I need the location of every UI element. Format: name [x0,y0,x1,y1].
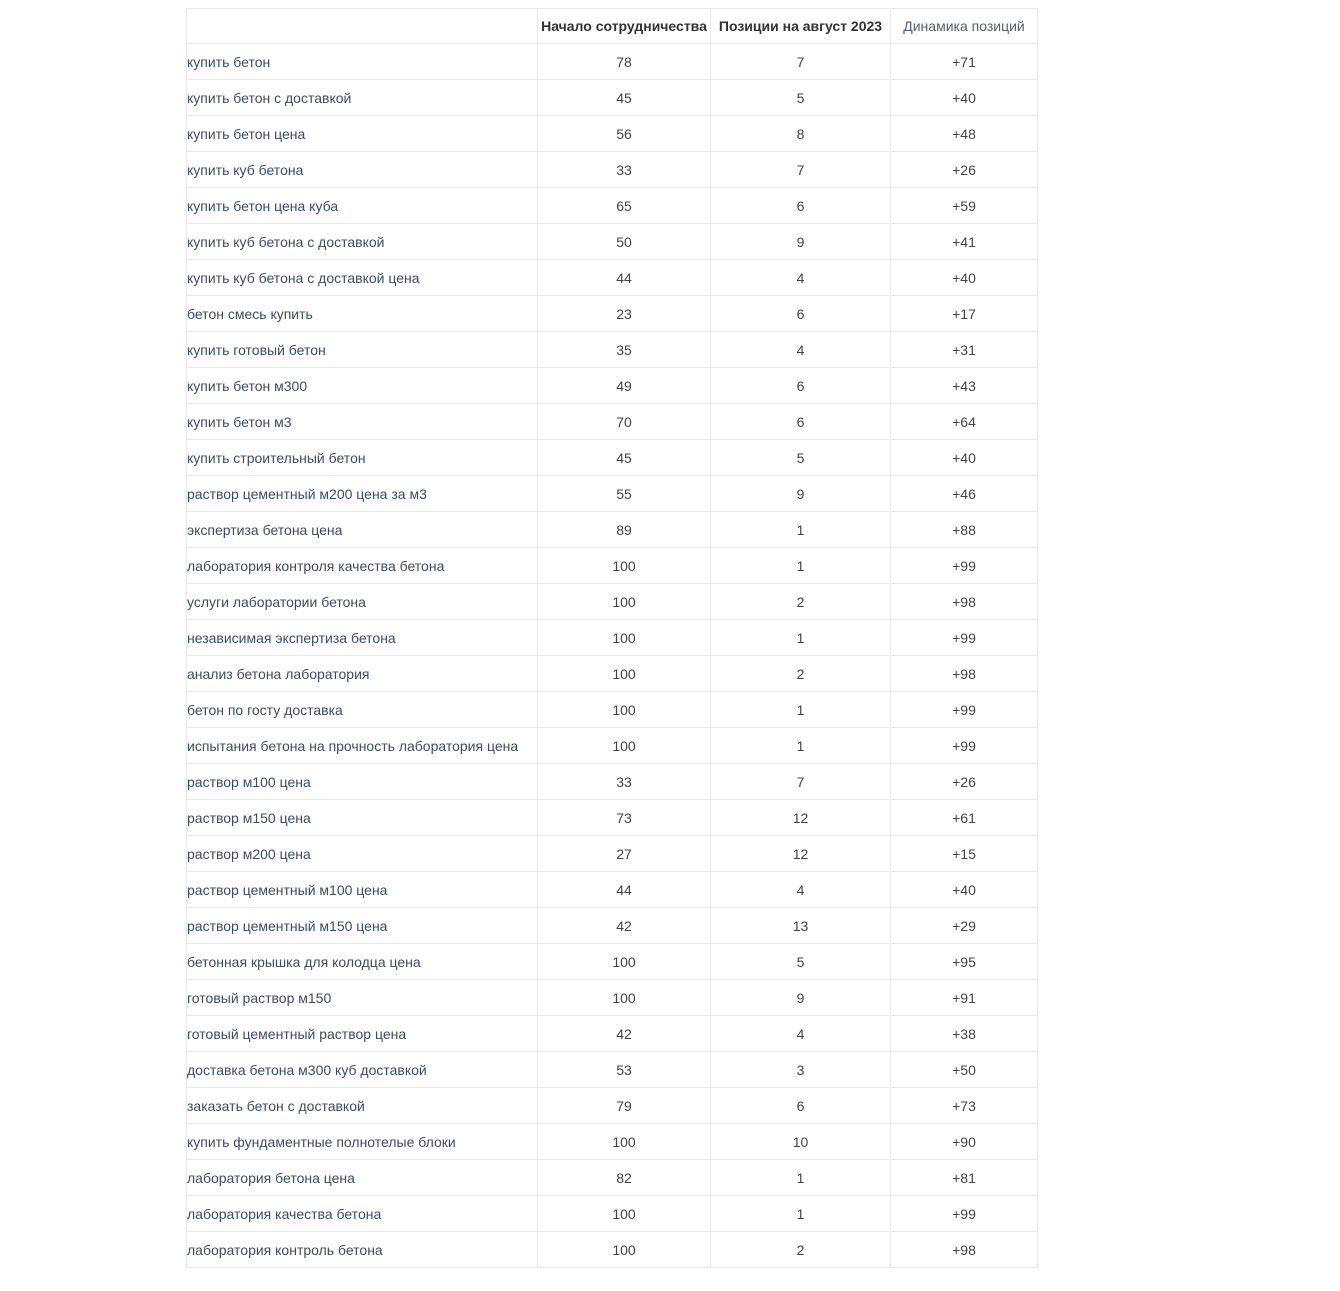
dynamics-cell: +98 [891,1232,1038,1268]
keyword-cell: доставка бетона м300 куб доставкой [187,1052,538,1088]
dynamics-cell: +29 [891,908,1038,944]
keyword-cell: лаборатория контроль бетона [187,1232,538,1268]
keyword-cell: купить куб бетона с доставкой цена [187,260,538,296]
column-header-position-dynamics: Динамика позиций [891,9,1038,44]
august-2023-cell: 1 [711,1160,891,1196]
table-row [187,1124,1038,1160]
august-2023-cell: 6 [711,404,891,440]
dynamics-cell: +26 [891,152,1038,188]
table-row [187,512,1038,548]
table-row [187,1160,1038,1196]
table-row [187,944,1038,980]
august-2023-cell: 10 [711,1124,891,1160]
august-2023-cell: 8 [711,116,891,152]
dynamics-cell: +43 [891,368,1038,404]
dynamics-cell: +98 [891,656,1038,692]
start-cooperation-cell: 45 [538,80,711,116]
dynamics-cell: +41 [891,224,1038,260]
keyword-cell: купить куб бетона с доставкой [187,224,538,260]
start-cooperation-cell: 44 [538,872,711,908]
start-cooperation-cell: 89 [538,512,711,548]
august-2023-cell: 2 [711,1232,891,1268]
keyword-cell: бетон смесь купить [187,296,538,332]
table-row [187,764,1038,800]
start-cooperation-cell: 70 [538,404,711,440]
august-2023-cell: 1 [711,728,891,764]
table-row [187,260,1038,296]
start-cooperation-cell: 55 [538,476,711,512]
start-cooperation-cell: 33 [538,764,711,800]
dynamics-cell: +48 [891,116,1038,152]
august-2023-cell: 4 [711,1016,891,1052]
keyword-cell: купить готовый бетон [187,332,538,368]
august-2023-cell: 1 [711,620,891,656]
keyword-cell: лаборатория качества бетона [187,1196,538,1232]
keyword-cell: раствор цементный м100 цена [187,872,538,908]
dynamics-cell: +81 [891,1160,1038,1196]
august-2023-cell: 13 [711,908,891,944]
dynamics-cell: +40 [891,80,1038,116]
keyword-cell: купить строительный бетон [187,440,538,476]
august-2023-cell: 2 [711,584,891,620]
dynamics-cell: +73 [891,1088,1038,1124]
start-cooperation-cell: 50 [538,224,711,260]
start-cooperation-cell: 100 [538,656,711,692]
keyword-cell: купить бетон [187,44,538,80]
column-header-keyword [187,9,538,44]
august-2023-cell: 9 [711,476,891,512]
start-cooperation-cell: 35 [538,332,711,368]
start-cooperation-cell: 23 [538,296,711,332]
table-row [187,836,1038,872]
dynamics-cell: +99 [891,692,1038,728]
dynamics-cell: +31 [891,332,1038,368]
keyword-cell: заказать бетон с доставкой [187,1088,538,1124]
keyword-cell: раствор цементный м150 цена [187,908,538,944]
august-2023-cell: 12 [711,800,891,836]
start-cooperation-cell: 82 [538,1160,711,1196]
august-2023-cell: 12 [711,836,891,872]
table-row [187,80,1038,116]
august-2023-cell: 1 [711,548,891,584]
start-cooperation-cell: 78 [538,44,711,80]
table-row [187,908,1038,944]
start-cooperation-cell: 100 [538,1196,711,1232]
start-cooperation-cell: 56 [538,116,711,152]
table-body [187,44,1038,1268]
dynamics-cell: +50 [891,1052,1038,1088]
august-2023-cell: 6 [711,296,891,332]
column-header-start-cooperation: Начало сотрудничества [538,9,711,44]
table-row [187,44,1038,80]
dynamics-cell: +59 [891,188,1038,224]
keyword-cell: бетон по госту доставка [187,692,538,728]
august-2023-cell: 5 [711,944,891,980]
august-2023-cell: 4 [711,332,891,368]
august-2023-cell: 2 [711,656,891,692]
start-cooperation-cell: 65 [538,188,711,224]
table-row [187,1052,1038,1088]
table-row [187,332,1038,368]
august-2023-cell: 9 [711,980,891,1016]
dynamics-cell: +38 [891,1016,1038,1052]
table-row [187,440,1038,476]
table-row [187,728,1038,764]
keyword-cell: услуги лаборатории бетона [187,584,538,620]
august-2023-cell: 7 [711,44,891,80]
keyword-cell: купить бетон м3 [187,404,538,440]
dynamics-cell: +61 [891,800,1038,836]
table-row [187,296,1038,332]
start-cooperation-cell: 100 [538,620,711,656]
dynamics-cell: +46 [891,476,1038,512]
keyword-cell: испытания бетона на прочность лаборатория цена [187,728,538,764]
august-2023-cell: 6 [711,1088,891,1124]
dynamics-cell: +95 [891,944,1038,980]
start-cooperation-cell: 100 [538,1232,711,1268]
start-cooperation-cell: 100 [538,944,711,980]
table-row [187,980,1038,1016]
august-2023-cell: 7 [711,764,891,800]
keyword-cell: купить бетон цена куба [187,188,538,224]
keyword-cell: лаборатория контроля качества бетона [187,548,538,584]
table-row [187,620,1038,656]
august-2023-cell: 1 [711,692,891,728]
august-2023-cell: 1 [711,1196,891,1232]
august-2023-cell: 9 [711,224,891,260]
start-cooperation-cell: 100 [538,980,711,1016]
dynamics-cell: +99 [891,548,1038,584]
start-cooperation-cell: 42 [538,908,711,944]
start-cooperation-cell: 100 [538,584,711,620]
august-2023-cell: 1 [711,512,891,548]
table-row [187,656,1038,692]
seo-positions-table-container [186,8,1037,1268]
dynamics-cell: +99 [891,620,1038,656]
dynamics-cell: +17 [891,296,1038,332]
keyword-cell: раствор м100 цена [187,764,538,800]
dynamics-cell: +64 [891,404,1038,440]
dynamics-cell: +99 [891,728,1038,764]
start-cooperation-cell: 53 [538,1052,711,1088]
keyword-cell: раствор м150 цена [187,800,538,836]
dynamics-cell: +71 [891,44,1038,80]
keyword-cell: лаборатория бетона цена [187,1160,538,1196]
dynamics-cell: +40 [891,440,1038,476]
dynamics-cell: +99 [891,1196,1038,1232]
keyword-cell: раствор цементный м200 цена за м3 [187,476,538,512]
table-row [187,188,1038,224]
august-2023-cell: 5 [711,440,891,476]
table-row [187,404,1038,440]
keyword-cell: купить бетон цена [187,116,538,152]
table-row [187,116,1038,152]
keyword-cell: готовый цементный раствор цена [187,1016,538,1052]
august-2023-cell: 5 [711,80,891,116]
start-cooperation-cell: 100 [538,728,711,764]
table-row [187,1196,1038,1232]
table-row [187,692,1038,728]
start-cooperation-cell: 100 [538,548,711,584]
table-row [187,548,1038,584]
keyword-cell: купить фундаментные полнотелые блоки [187,1124,538,1160]
start-cooperation-cell: 73 [538,800,711,836]
table-row [187,224,1038,260]
column-header-positions-august-2023: Позиции на август 2023 [711,9,891,44]
dynamics-cell: +98 [891,584,1038,620]
table-row [187,1088,1038,1124]
seo-positions-table [186,8,1038,1268]
table-row [187,584,1038,620]
table-row [187,1232,1038,1268]
keyword-cell: купить куб бетона [187,152,538,188]
keyword-cell: анализ бетона лаборатория [187,656,538,692]
keyword-cell: раствор м200 цена [187,836,538,872]
dynamics-cell: +88 [891,512,1038,548]
header-row [187,9,1038,44]
start-cooperation-cell: 49 [538,368,711,404]
august-2023-cell: 4 [711,260,891,296]
august-2023-cell: 6 [711,188,891,224]
dynamics-cell: +91 [891,980,1038,1016]
table-row [187,152,1038,188]
august-2023-cell: 3 [711,1052,891,1088]
keyword-cell: готовый раствор м150 [187,980,538,1016]
start-cooperation-cell: 44 [538,260,711,296]
start-cooperation-cell: 33 [538,152,711,188]
dynamics-cell: +15 [891,836,1038,872]
table-row [187,800,1038,836]
start-cooperation-cell: 100 [538,692,711,728]
august-2023-cell: 4 [711,872,891,908]
keyword-cell: купить бетон с доставкой [187,80,538,116]
keyword-cell: независимая экспертиза бетона [187,620,538,656]
table-row [187,368,1038,404]
keyword-cell: купить бетон м300 [187,368,538,404]
keyword-cell: бетонная крышка для колодца цена [187,944,538,980]
table-row [187,476,1038,512]
table-row [187,1016,1038,1052]
start-cooperation-cell: 100 [538,1124,711,1160]
august-2023-cell: 7 [711,152,891,188]
start-cooperation-cell: 27 [538,836,711,872]
start-cooperation-cell: 45 [538,440,711,476]
dynamics-cell: +40 [891,260,1038,296]
dynamics-cell: +26 [891,764,1038,800]
dynamics-cell: +90 [891,1124,1038,1160]
august-2023-cell: 6 [711,368,891,404]
table-row [187,872,1038,908]
dynamics-cell: +40 [891,872,1038,908]
keyword-cell: экспертиза бетона цена [187,512,538,548]
start-cooperation-cell: 79 [538,1088,711,1124]
start-cooperation-cell: 42 [538,1016,711,1052]
